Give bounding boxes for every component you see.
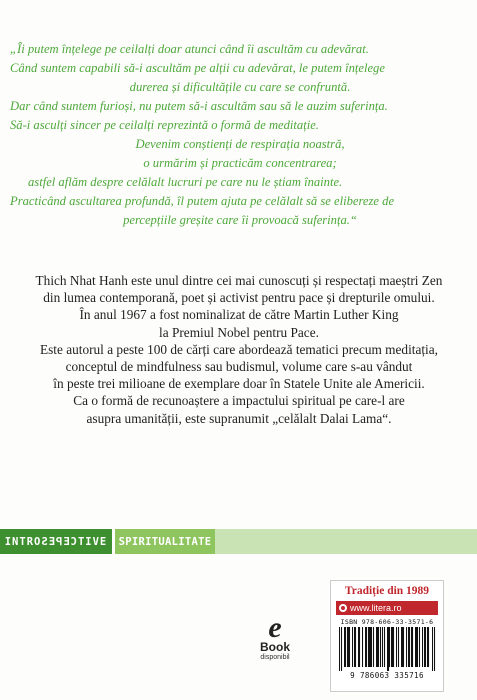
publisher-logo-icon	[339, 604, 347, 612]
bio-line: conceptul de mindfulness sau budismul, volume care s-au vândut	[65, 359, 413, 375]
bio-line: la Premiul Nobel pentru Pace.	[159, 324, 319, 340]
author-bio	[8, 272, 470, 427]
website-bar	[336, 601, 438, 615]
quote-line: „Îi putem înțelege pe ceilalți doar atunci când îi ascultăm cu adevărat.	[10, 42, 369, 56]
quote-line: Când suntem capabili să-i ascultăm pe alții cu adevărat, le putem înțelege	[10, 61, 385, 75]
bio-line: În anul 1967 a fost nominalizat de către Martin Luther King	[79, 307, 399, 323]
quote-line: astfel aflăm despre celălalt lucruri pe care nu le știam înainte.	[28, 175, 343, 189]
category-text: SPIRITUALITATE	[118, 535, 212, 548]
quote-line: Practicând ascultarea profundă, îl putem ajuta pe celălalt să se elibereze de	[10, 194, 395, 208]
collection-name-label	[0, 529, 112, 554]
ebook-e-letter: e	[268, 611, 282, 644]
quote-line: Devenim conștienți de respirația noastră,	[135, 137, 345, 151]
collection-name-text: INTROƧƎꟼƎƆTIVE	[4, 535, 108, 548]
bio-line: din lumea contemporană, poet și activist pentru pace și drepturile omului.	[43, 290, 435, 306]
quote-line: o urmărim și practicăm concentrarea;	[143, 156, 337, 170]
collection-strip	[0, 529, 477, 554]
ebook-logo	[255, 611, 295, 662]
barcode-icon	[338, 627, 436, 671]
bio-line: Este autorul a peste 100 de cărți care abordează tematici precum meditația,	[40, 341, 438, 357]
strip-fill	[215, 529, 477, 554]
ebook-word: Book	[260, 640, 290, 654]
bio-line: Thich Nhat Hanh este unul dintre cei mai cunoscuți și respectați maeștri Zen	[35, 273, 443, 288]
isbn-text: ISBN 978-606-33-3571-6	[340, 618, 434, 626]
bio-line: în peste trei milioane de exemplare doar în Statele Unite ale Americii.	[53, 376, 425, 392]
tradition-label: Tradiție din 1989	[344, 585, 430, 597]
bio-line: Ca o formă de recunoaștere a impactului spiritual pe care-l are	[73, 393, 405, 409]
website-text: www.litera.ro	[350, 603, 402, 613]
quote-block	[10, 40, 470, 230]
barcode-digits: 9 786063 335716	[350, 671, 424, 680]
ebook-status: disponibil	[260, 654, 290, 661]
category-label	[115, 529, 215, 554]
quote-line: Să-i asculți sincer pe ceilalți reprezintă o formă de meditație.	[10, 118, 319, 132]
bio-line: asupra umanității, este supranumit „celălalt Dalai Lama“.	[86, 410, 392, 426]
quote-line: durerea și dificultățile cu care se confruntă.	[129, 80, 351, 94]
quote-line: Dar când suntem furioși, nu putem să-i ascultăm sau să le auzim suferința.	[10, 99, 388, 113]
quote-line: percepțiile greșite care îi provoacă suferința.“	[123, 213, 357, 227]
barcode-panel	[330, 580, 444, 692]
